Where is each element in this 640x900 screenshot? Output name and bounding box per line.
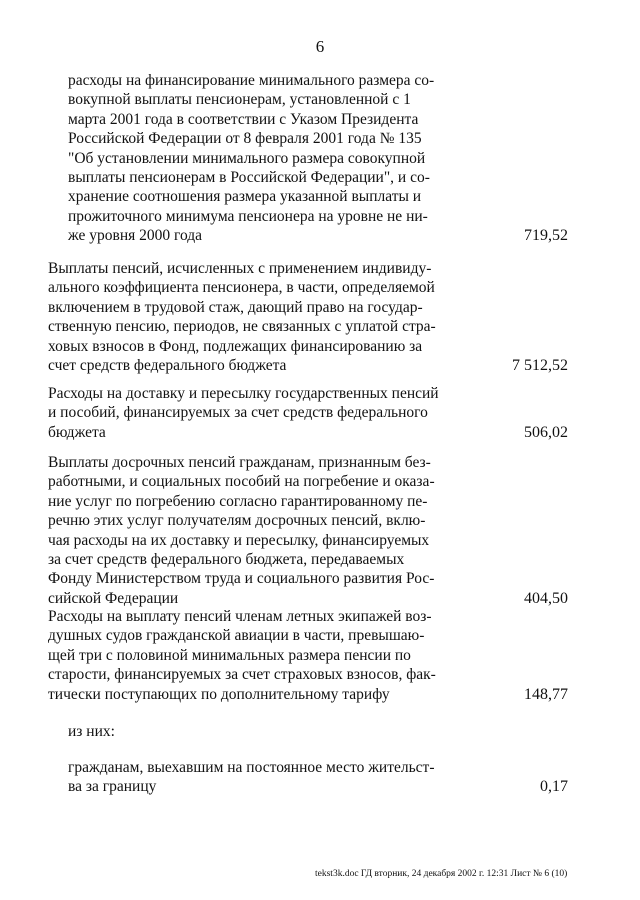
expense-amount: 506,02 (524, 423, 568, 441)
expense-amount: 719,52 (524, 227, 568, 245)
expense-item-text (68, 71, 460, 246)
subheading-of-which (68, 722, 568, 741)
text-line: и пособий, финансируемых за счет средств федерального (48, 404, 428, 422)
expense-item-text (68, 722, 460, 741)
text-line: сийской Федерации (48, 589, 179, 607)
expense-item-min-payment (68, 71, 568, 246)
page-number: 6 (315, 37, 325, 56)
text-line: речню этих услуг получателям досрочных пенсий, вклю- (48, 512, 426, 530)
text-line: "Об установлении минимального размера совокупной (68, 149, 426, 167)
text-line: душных судов гражданской авиации в части, превышаю- (48, 627, 425, 645)
text-line: за счет средств федерального бюджета, передаваемых (48, 551, 405, 569)
expense-item-text (48, 384, 440, 442)
expense-item-individual-coefficient (48, 259, 568, 375)
text-line: работными, и социальных пособий на погребение и оказа- (48, 473, 435, 491)
text-line: хранение соотношения размера указанной выплаты и (68, 188, 422, 206)
text-line: Выплаты пенсий, исчисленных с применением индивиду- (48, 260, 432, 277)
text-line: ального коэффициента пенсионера, в части, определяемой (48, 279, 435, 297)
text-line: бюджета (48, 423, 106, 441)
text-line: Выплаты досрочных пенсий гражданам, признанным без- (48, 454, 431, 471)
text-line: выплаты пенсионерам в Российской Федерации", и со- (68, 169, 430, 187)
expense-amount: 0,17 (540, 778, 568, 796)
text-line: ховых взносов в Фонд, подлежащих финансированию за (48, 337, 423, 355)
expense-item-text (48, 607, 440, 704)
expense-item-text (68, 758, 460, 797)
text-line: Российской Федерации от 8 февраля 2001 года № 135 (68, 130, 422, 148)
expense-item-text (48, 259, 440, 375)
document-footer: tekst3k.doc ГД вторник, 24 декабря 2002 г. 12:31 Лист № 6 (10) (315, 869, 568, 879)
expense-item-delivery (48, 384, 568, 442)
expense-amount: 148,77 (524, 685, 568, 703)
text-line: вокупной выплаты пенсионерам, установленной с 1 (68, 91, 411, 109)
expense-amount: 7 512,52 (512, 357, 568, 375)
text-line: гражданам, выехавшим на постоянное место жительст- (68, 759, 435, 776)
expense-item-aviation-crews (48, 607, 568, 704)
text-line: тически поступающих по дополнительному тарифу (48, 685, 390, 703)
text-line: марта 2001 года в соответствии с Указом Президента (68, 110, 419, 128)
expense-item-text (48, 453, 440, 608)
text-line: Фонду Министерством труда и социального развития Рос- (48, 570, 435, 588)
text-line: чая расходы на их доставку и пересылку, финансируемых (48, 531, 430, 549)
expense-item-emigrated-citizens (68, 758, 568, 797)
text-line: ственную пенсию, периодов, не связанных с уплатой стра- (48, 318, 436, 336)
text-line: ние услуг по погребению согласно гарантированному пе- (48, 492, 428, 510)
text-line: старости, финансируемых за счет страховых взносов, фак- (48, 666, 436, 684)
expense-amount: 404,50 (524, 589, 568, 607)
text-line: счет средств федерального бюджета (48, 357, 287, 375)
text-line: включением в трудовой стаж, дающий право на государ- (48, 298, 423, 316)
text-line: расходы на финансирование минимального размера со- (68, 72, 435, 89)
expense-item-early-pensions (48, 453, 568, 608)
text-line: щей три с половиной минимальных размера пенсии по (48, 646, 411, 664)
text-line: Расходы на доставку и пересылку государственных пенсий (48, 385, 439, 402)
text-line: прожиточного минимума пенсионера на уровне не ни- (68, 207, 428, 225)
text-line: из них: (68, 723, 115, 740)
text-line: Расходы на выплату пенсий членам летных экипажей воз- (48, 608, 432, 625)
text-line: же уровня 2000 года (68, 227, 203, 245)
text-line: ва за границу (68, 778, 157, 796)
